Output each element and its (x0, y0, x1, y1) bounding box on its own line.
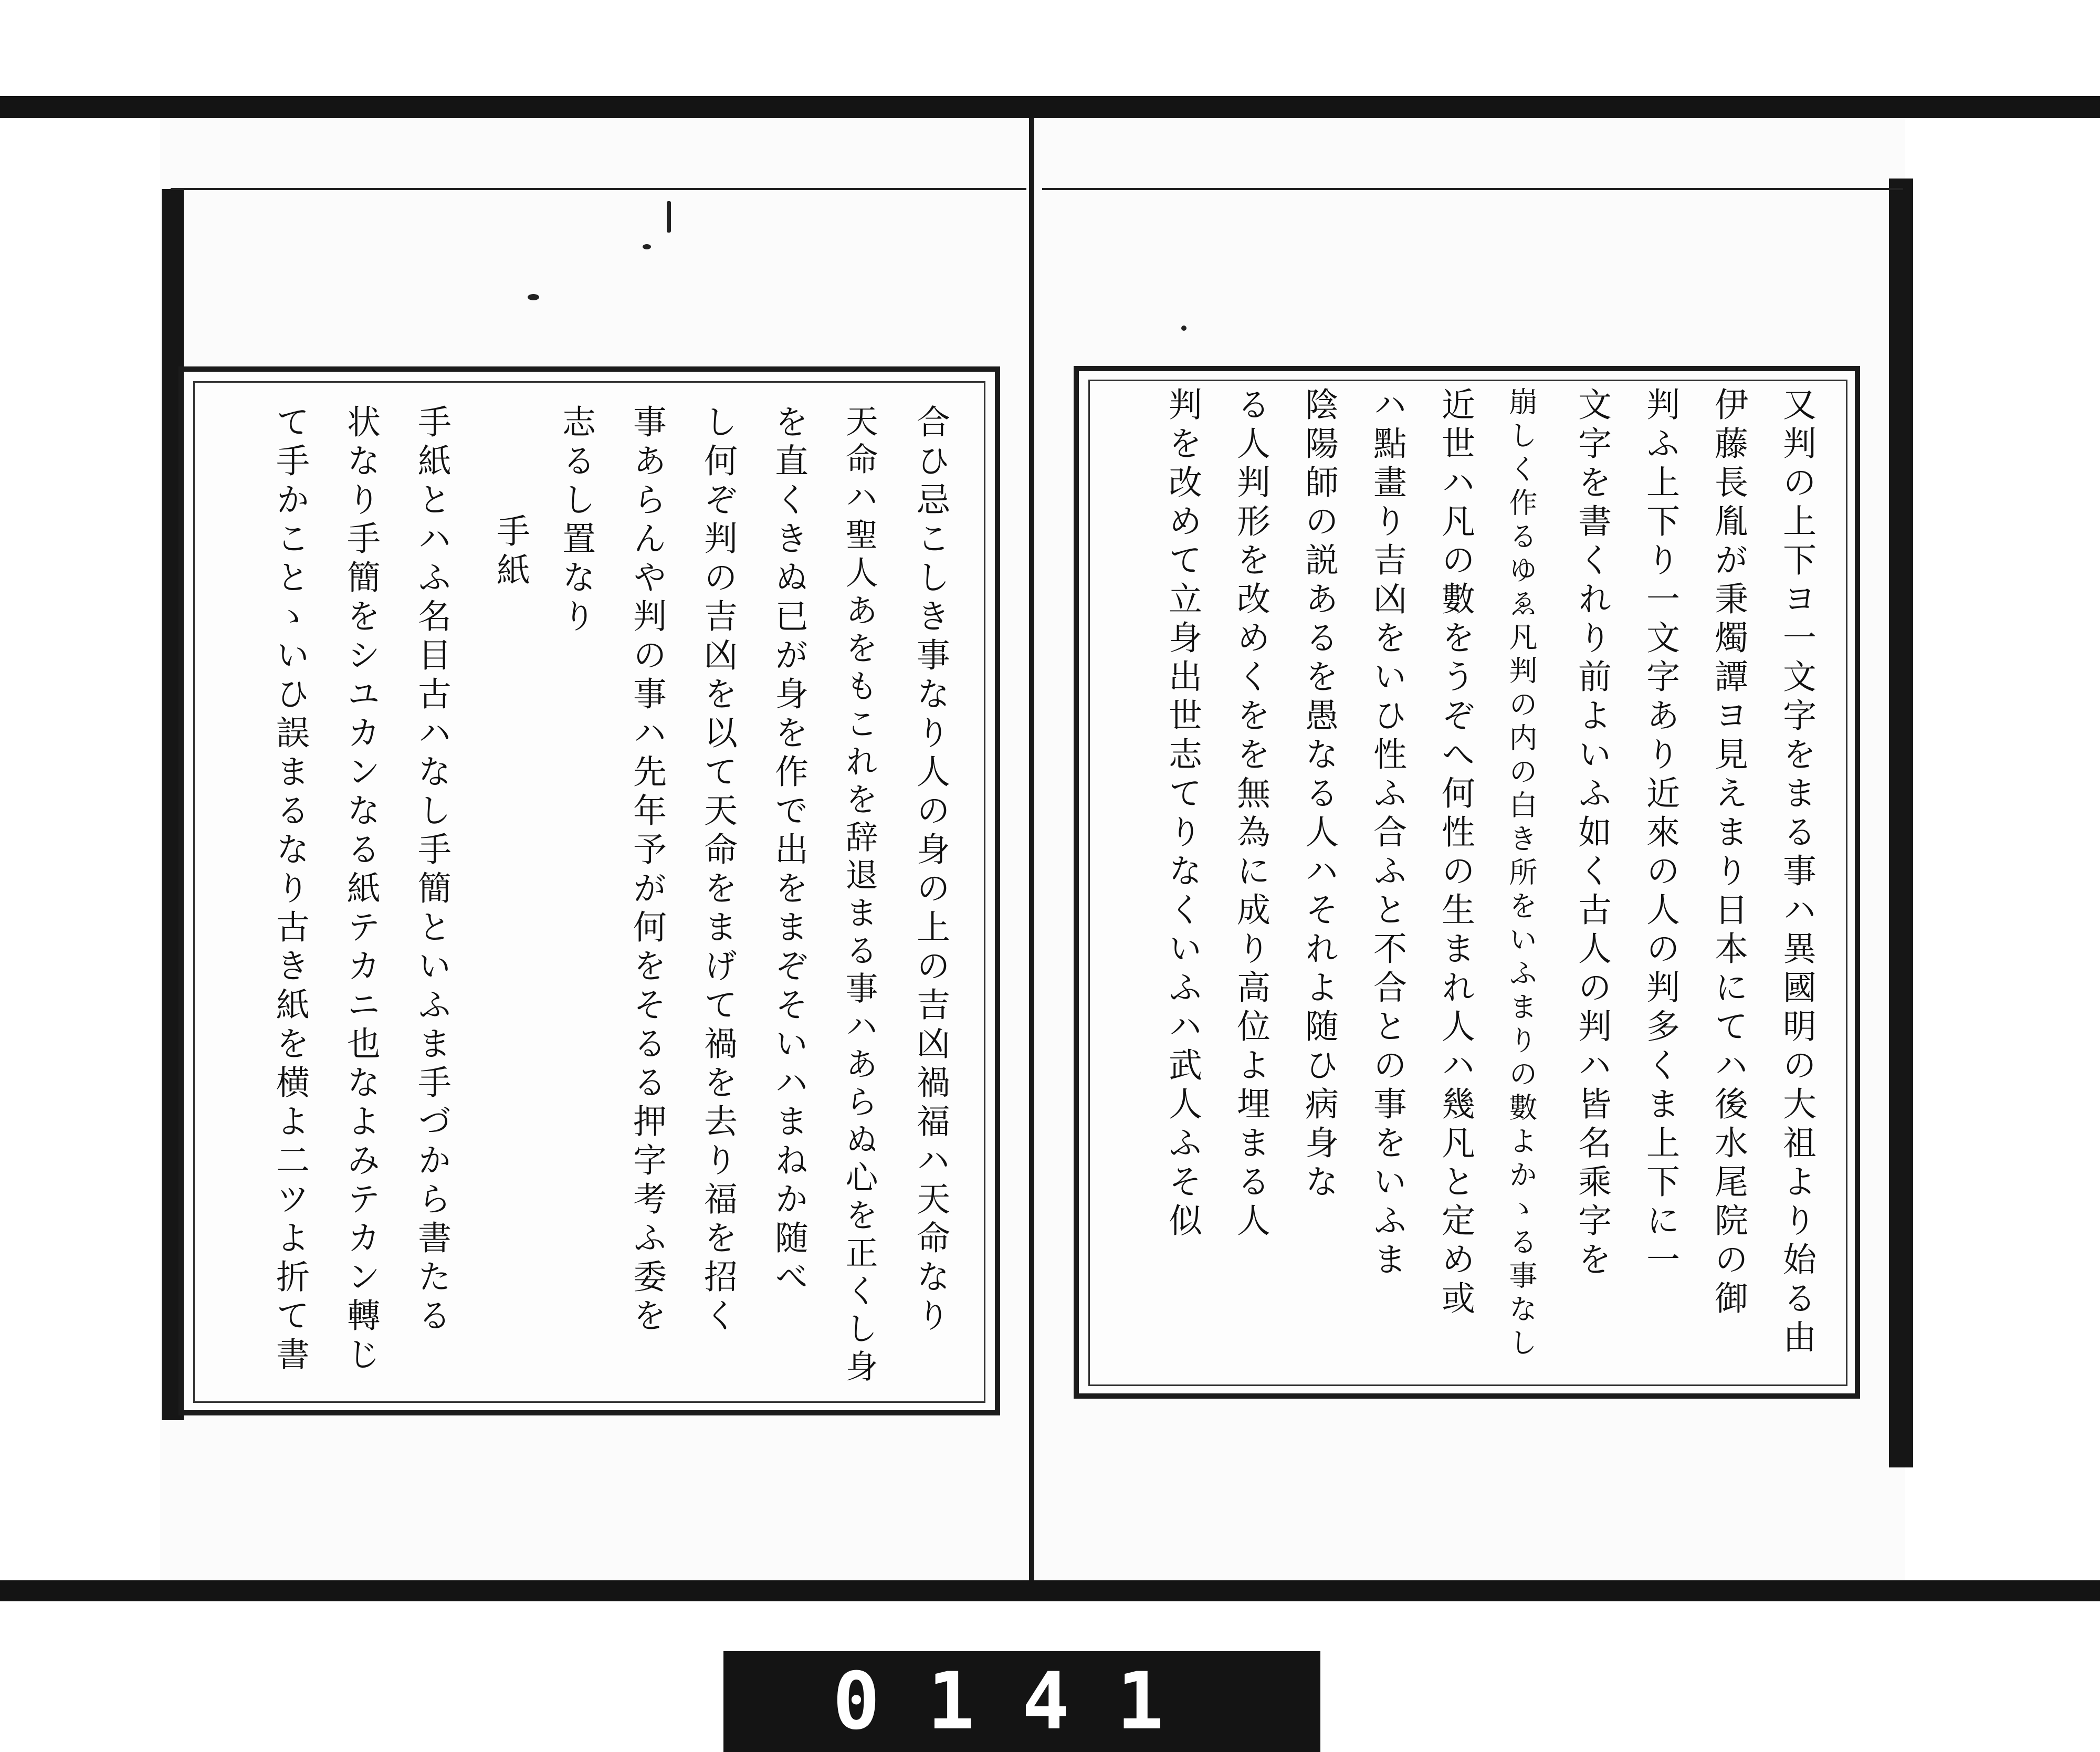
book-gutter (1029, 118, 1034, 1580)
text-column: 志るし置なり (556, 404, 595, 637)
text-column: 事あらんや判の事ハ先年予が何をそるる押字考ふ委を (627, 404, 666, 1337)
text-column: を直くきぬ已が身を作で出をまぞそいハまねか随べ (769, 404, 808, 1298)
right-page-top-rule (1042, 188, 1903, 190)
text-column: し何ぞ判の吉凶を以て天命をまげて禍を去り福を招く (698, 404, 737, 1337)
right-page-edge (1889, 179, 1913, 1467)
text-column: 判を改めて立身出世志てりなくいふハ武人ふそ似 (1163, 387, 1202, 1242)
ink-speck (643, 244, 651, 249)
text-column: て手かことゝいひ誤まるなり古き紙を横よ二ツよ折て書 (270, 404, 309, 1376)
text-column: 状なり手簡をシユカンなる紙テカニ也なよみテカン轉じ (341, 404, 380, 1376)
text-column: 判ふ上下り一文字あり近來の人の判多くま上下に一 (1641, 387, 1679, 1281)
text-column: 伊藤長胤が秉燭譚ヨ見えまり日本にてハ後水尾院の御 (1709, 387, 1748, 1319)
text-column: ハ點畫り吉凶をいひ性ふ合ふと不合との事をいふま (1368, 387, 1406, 1281)
right-text-frame (1074, 366, 1860, 1399)
text-column: 手紙とハふ名目古ハなし手簡といふま手づから書たる (412, 404, 451, 1337)
bottom-scan-band (0, 1580, 2100, 1601)
text-column: 近世ハ凡の數をうぞへ何性の生まれ人ハ幾凡と定め或 (1436, 387, 1475, 1319)
ink-speck (1181, 326, 1186, 331)
archive-number-stamp: 0141 (723, 1651, 1320, 1752)
text-column: 文字を書くれり前よいふ如く古人の判ハ皆名乘字を (1572, 387, 1611, 1281)
ink-speck (667, 201, 671, 233)
ink-speck (528, 294, 539, 300)
text-column: 天命ハ聖人あをもこれを辞退まる事ハあらぬ心を正くし身 (840, 404, 878, 1387)
text-column: 又判の上下ヨ一文字をまる事ハ異國明の大祖より始る由 (1777, 387, 1816, 1358)
section-heading: 手紙 (491, 513, 530, 591)
text-column: る人判形を改めくをを無為に成り高位よ埋まる人 (1231, 387, 1270, 1242)
text-column: 崩しく作るゆゑ凡判の内の白き所をいふまりの數よかゝる事なし (1505, 387, 1538, 1361)
left-text-frame (178, 366, 1000, 1415)
text-column: 陰陽師の説あるを愚なる人ハそれよ随ひ病身な (1299, 387, 1338, 1203)
top-scan-band (0, 96, 2100, 118)
left-page-top-rule (171, 188, 1026, 190)
text-column: 合ひ忌こしき事なり人の身の上の吉凶禍福ハ天命なり (911, 404, 950, 1337)
